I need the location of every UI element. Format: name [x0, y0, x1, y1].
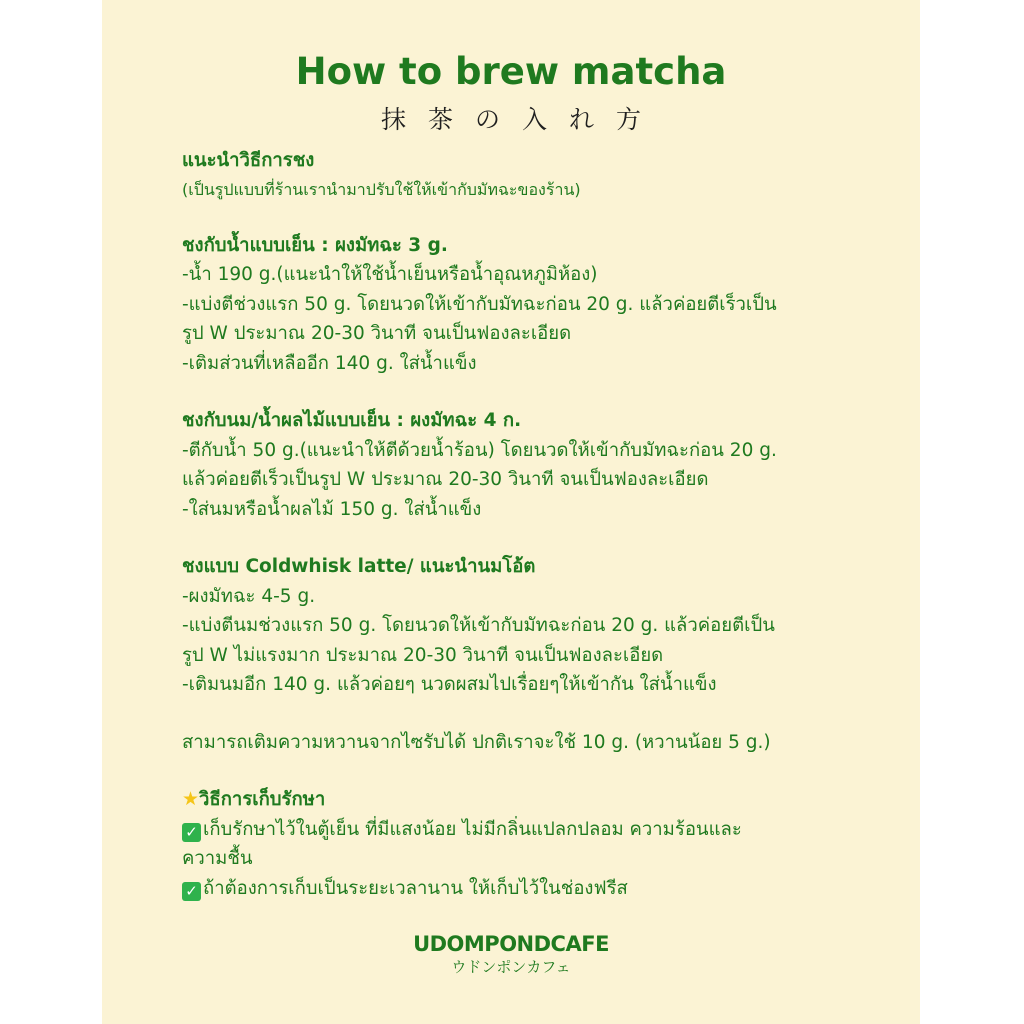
cold-water-line: รูป W ประมาณ 20-30 วินาที จนเป็นฟองละเอียด [182, 323, 572, 344]
recipe-content [182, 146, 882, 903]
brand-logo: UDOMPONDCAFE [413, 932, 609, 956]
storage-item-text: เก็บรักษาไว้ในตู้เย็น ที่มีแสงน้อย ไม่มีกลิ่นแปลกปลอม ความร้อนและ [203, 818, 742, 840]
japanese-subtitle: 抹茶の入れ方 [380, 105, 663, 134]
coldwhisk-line: -แบ่งตีนมช่วงแรก 50 g. โดยนวดให้เข้ากับมัทฉะก่อน 20 g. แล้วค่อยตีเป็น [182, 615, 775, 636]
brand-japanese-name: ウドンポンカフェ [451, 958, 571, 976]
milk-juice-heading: ชงกับนม/น้ำผลไม้แบบเย็น : ผงมัทฉะ 4 ก. [182, 410, 522, 431]
storage-item [182, 815, 882, 845]
cold-water-line: -แบ่งตีช่วงแรก 50 g. โดยนวดให้เข้ากับมัทฉะก่อน 20 g. แล้วค่อยตีเร็วเป็น [182, 293, 777, 315]
storage-item-text: ถ้าต้องการเก็บเป็นระยะเวลานาน ให้เก็บไว้ในช่องฟรีส [203, 877, 628, 899]
brand-footer [102, 932, 920, 977]
storage-heading-row [182, 785, 882, 815]
coldwhisk-line: -เติมนมอีก 140 g. แล้วค่อยๆ นวดผสมไปเรื่อยๆให้เข้ากัน ใส่น้ำแข็ง [182, 674, 717, 695]
intro-heading: แนะนำวิธีการชง [182, 150, 315, 171]
recipe-card [102, 0, 920, 1024]
intro-note: (เป็นรูปแบบที่ร้านเรานำมาปรับใช้ให้เข้ากับมัทฉะของร้าน) [182, 179, 581, 199]
storage-heading: วิธีการเก็บรักษา [199, 789, 326, 810]
page-title: How to brew matcha [295, 50, 727, 93]
cold-water-line: -น้ำ 190 g.(แนะนำให้ใช้น้ำเย็นหรือน้ำอุณหภูมิห้อง) [182, 264, 598, 285]
milk-juice-line: -ใส่นมหรือน้ำผลไม้ 150 g. ใส่น้ำแข็ง [182, 498, 482, 520]
cold-water-line: -เติมส่วนที่เหลืออีก 140 g. ใส่น้ำแข็ง [182, 352, 477, 374]
coldwhisk-line: -ผงมัทฉะ 4-5 g. [182, 585, 316, 607]
check-mark-icon: ✓ [182, 823, 201, 842]
check-mark-icon: ✓ [182, 882, 201, 901]
milk-juice-line: -ตีกับน้ำ 50 g.(แนะนำให้ตีด้วยน้ำร้อน) โดยนวดให้เข้ากับมัทฉะก่อน 20 g. [182, 439, 777, 461]
star-icon: ★ [182, 788, 200, 810]
sweetness-note: สามารถเติมความหวานจากไซรับได้ ปกติเราจะใช้ 10 g. (หวานน้อย 5 g.) [182, 731, 771, 753]
storage-item [182, 874, 882, 904]
coldwhisk-heading: ชงแบบ Coldwhisk latte/ แนะนำนมโอ้ต [182, 556, 536, 577]
coldwhisk-line: รูป W ไม่แรงมาก ประมาณ 20-30 วินาที จนเป็นฟองละเอียด [182, 644, 664, 666]
storage-item-continuation: ความชื้น [182, 848, 253, 869]
cold-water-heading: ชงกับน้ำแบบเย็น : ผงมัทฉะ 3 g. [182, 234, 448, 256]
milk-juice-line: แล้วค่อยตีเร็วเป็นรูป W ประมาณ 20-30 วินาที จนเป็นฟองละเอียด [182, 469, 709, 490]
